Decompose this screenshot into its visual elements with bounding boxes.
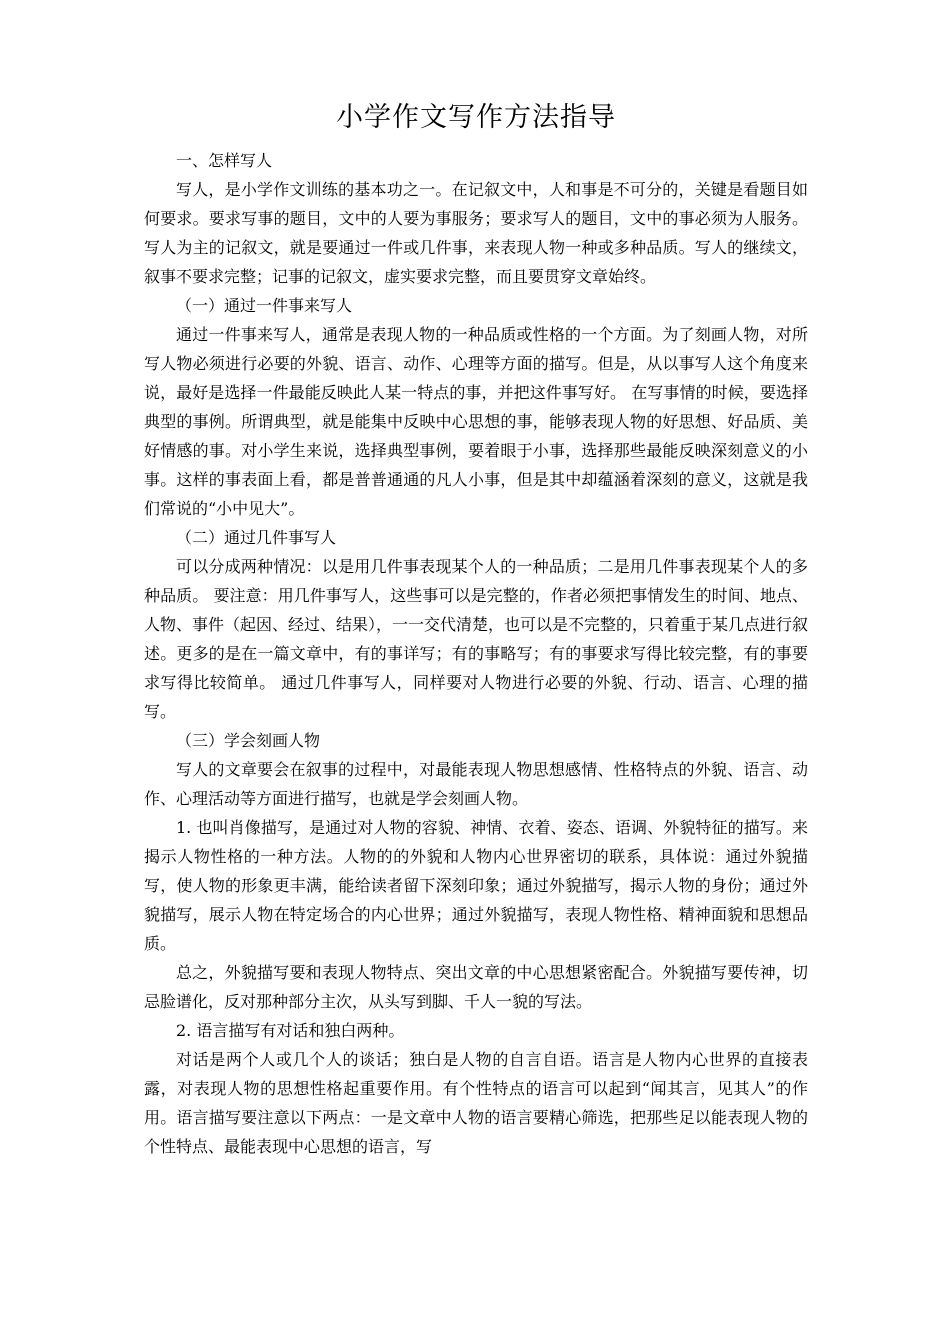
subsection-heading-1: （一）通过一件事来写人 <box>176 296 353 315</box>
numbered-paragraph-2: 2. 语言描写有对话和独白两种。 <box>176 1021 405 1040</box>
paragraph: 对话是两个人或几个人的谈话；独白是人物的自言自语。语言是人物内心世界的直接表露，对表现人物的思想性格起重要作用。有个性特点的语言可以起到“闻其言，见其人”的作用。语言描写要注意以下两点：一是文章中人物的语言要精心筛选，把那些足以能表现人物的个性特点、最能表现中心思想的语言，写 <box>144 1050 808 1156</box>
section-heading-1: 一、怎样写人 <box>176 151 273 170</box>
subsection-heading-2: （二）通过几件事写人 <box>176 528 337 547</box>
paragraph: 通过一件事来写人，通常是表现人物的一种品质或性格的一个方面。为了刻画人物，对所写人物必须进行必要的外貌、语言、动作、心理等方面的描写。但是，从以事写人这个角度来说，最好是选择一件最能反映此人某一特点的事，并把这件事写好。 在写事情的时候，要选择典型的事例。所谓典型，就是能集中反映中心思想的事，能够表现人物的好思想、好品质、美好情感的事。对小学生来说，选择典型事例，要着眼于小事，选择那些最能反映深刻意义的小事。这样的事表面上看，都是普普通通的凡人小事，但是其中却蕴涵着深刻的意义，这就是我们常说的“小中见大”。 <box>144 325 808 518</box>
document-body <box>144 96 808 1161</box>
subsection-heading-3: （三）学会刻画人物 <box>176 731 321 750</box>
paragraph: 可以分成两种情况：以是用几件事表现某个人的一种品质；二是用几件事表现某个人的多种品质。 要注意：用几件事写人，这些事可以是完整的，作者必须把事情发生的时间、地点、人物、事件（起因、经过、结果），一一交代清楚，也可以是不完整的，只着重于某几点进行叙述。更多的是在一篇文章中，有的事详写；有的事略写；有的事要求写得比较完整，有的事要求写得比较简单。 通过几件事写人，同样要对人物进行必要的外貌、行动、语言、心理的描写。 <box>144 557 809 721</box>
document-title: 小学作文写作方法指导 <box>336 102 616 133</box>
paragraph: 写人，是小学作文训练的基本功之一。在记叙文中，人和事是不可分的，关键是看题目如何要求。要求写事的题目，文中的人要为事服务；要求写人的题目，文中的事必须为人服务。写人为主的记叙文，就是要通过一件或几件事，来表现人物一种或多种品质。写人的继续文，叙事不要求完整；记事的记叙文，虚实要求完整，而且要贯穿文章始终。 <box>144 180 808 286</box>
paragraph: 写人的文章要会在叙事的过程中，对最能表现人物思想感情、性格特点的外貌、语言、动作、心理活动等方面进行描写，也就是学会刻画人物。 <box>144 760 808 808</box>
numbered-paragraph-1: 1. 也叫肖像描写，是通过对人物的容貌、神情、衣着、姿态、语调、外貌特征的描写。来揭示人物性格的一种方法。人物的的外貌和人物内心世界密切的联系，具体说：通过外貌描写，使人物的形象更丰满，能给读者留下深刻印象；通过外貌描写，揭示人物的身份；通过外貌描写，展示人物在特定场合的内心世界；通过外貌描写，表现人物性格、精神面貌和思想品质。 <box>144 818 808 953</box>
paragraph: 总之，外貌描写要和表现人物特点、突出文章的中心思想紧密配合。外貌描写要传神，切忌脸谱化，反对那种部分主次，从头写到脚、千人一貌的写法。 <box>144 963 808 1011</box>
